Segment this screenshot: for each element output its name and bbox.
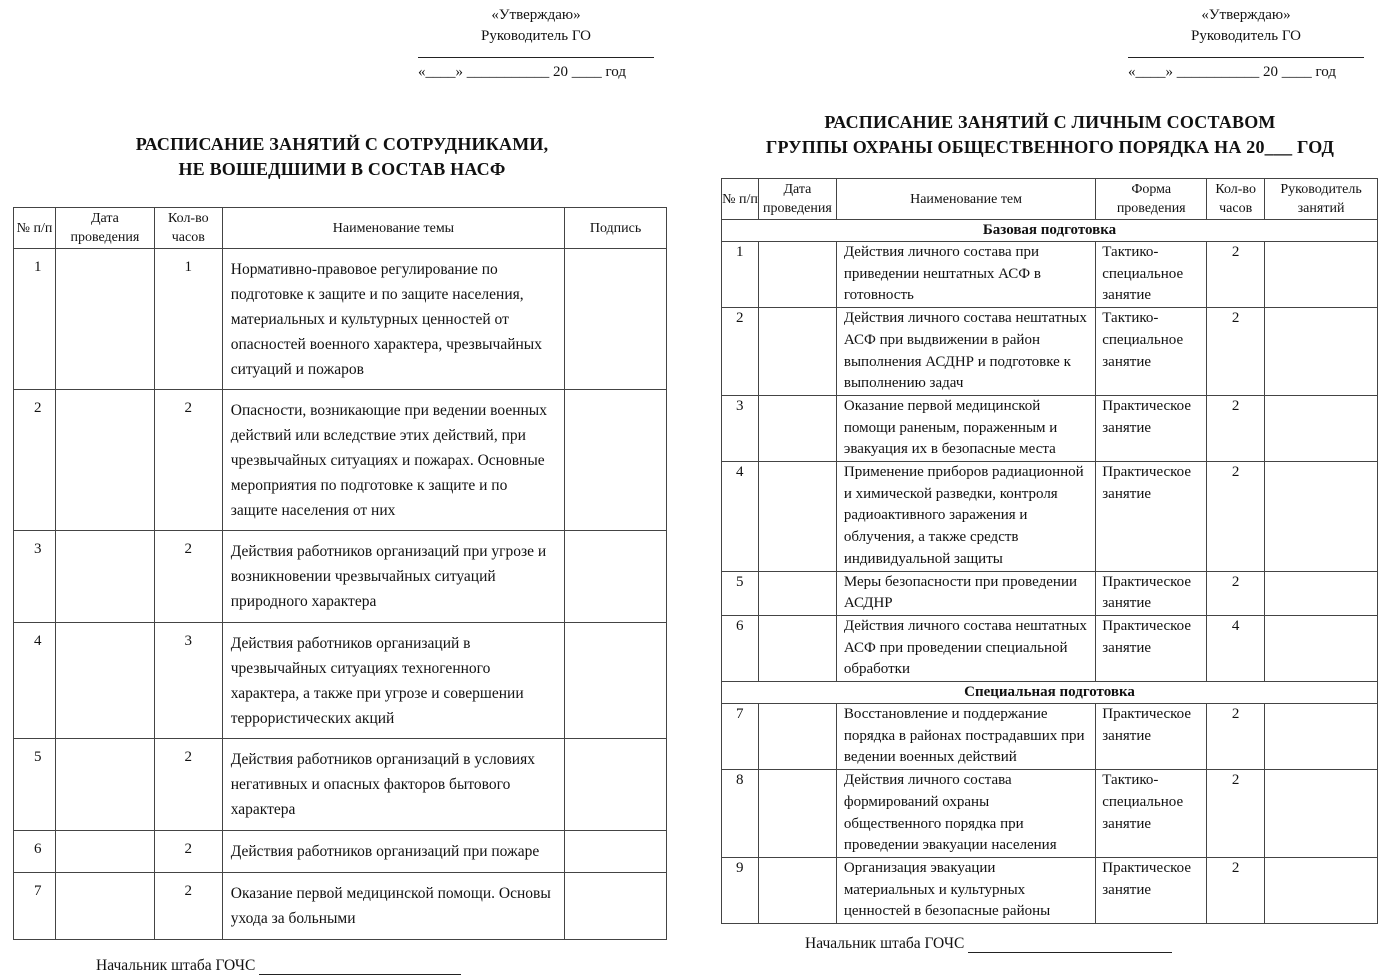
row-topic: Оказание первой медицинской помощи раненым, пораженным и эвакуация их в безопасные места (836, 395, 1095, 461)
row-hours: 2 (1207, 704, 1265, 770)
row-sign (565, 873, 667, 940)
approval-date: «____» ___________ 20 ____ год (418, 64, 626, 80)
row-hours: 2 (154, 739, 222, 831)
row-topic: Применение приборов радиационной и химической разведки, контроля радиоактивного заражения и облучения, а также средств индивидуальной защиты (836, 462, 1095, 572)
row-hours: 4 (1207, 615, 1265, 681)
header-topic: Наименование темы (222, 208, 564, 249)
row-topic: Нормативно-правовое регулирование по подготовке к защите и по защите населения, материальных и культурных ценностей от опасностей военного характера, чрезвычайных ситуаций и пожаров (222, 249, 564, 390)
row-num: 2 (722, 308, 759, 396)
table-row (722, 395, 1378, 461)
row-date (758, 857, 836, 923)
row-num: 7 (722, 704, 759, 770)
row-num: 3 (14, 531, 56, 623)
header-leader: Руководитель занятий (1265, 179, 1378, 220)
row-topic: Действия личного состава при приведении нештатных АСФ в готовность (836, 242, 1095, 308)
row-num: 6 (722, 615, 759, 681)
title-line-2: НЕ ВОШЕДШИМИ В СОСТАВ НАСФ (178, 159, 506, 179)
page-title (80, 132, 604, 182)
row-hours: 2 (1207, 242, 1265, 308)
header-sign: Подпись (565, 208, 667, 249)
table-row (722, 857, 1378, 923)
row-form: Практическое занятие (1096, 615, 1207, 681)
row-topic: Меры безопасности при проведении АСДНР (836, 571, 1095, 615)
table-row (722, 462, 1378, 572)
row-form: Практическое занятие (1096, 857, 1207, 923)
title-line-1: РАСПИСАНИЕ ЗАНЯТИЙ С ЛИЧНЫМ СОСТАВОМ (824, 112, 1276, 132)
schedule-table (721, 178, 1378, 924)
table-row (722, 308, 1378, 396)
table-row (722, 242, 1378, 308)
row-form: Тактико-специальное занятие (1096, 242, 1207, 308)
row-date (758, 571, 836, 615)
row-num: 5 (14, 739, 56, 831)
header-hours: Кол-во часов (154, 208, 222, 249)
row-form: Практическое занятие (1096, 571, 1207, 615)
table-header-row (14, 208, 667, 249)
page-title (720, 110, 1380, 160)
header-form: Форма проведения (1096, 179, 1207, 220)
row-topic: Действия работников организаций при угрозе и возникновении чрезвычайных ситуаций природного характера (222, 531, 564, 623)
signature-label: Начальник штаба ГОЧС (805, 935, 965, 952)
approval-role: Руководитель ГО (1191, 28, 1301, 44)
header-hours: Кол-во часов (1207, 179, 1265, 220)
table-row (14, 739, 667, 831)
row-sign (565, 739, 667, 831)
approval-signature-line (418, 47, 654, 58)
header-num: № п/п (722, 179, 759, 220)
row-topic: Действия работников организаций при пожаре (222, 831, 564, 873)
row-topic: Действия личного состава нештатных АСФ при проведении специальной обработки (836, 615, 1095, 681)
section-row (722, 682, 1378, 704)
row-topic: Организация эвакуации материальных и культурных ценностей в безопасные районы (836, 857, 1095, 923)
row-date (758, 395, 836, 461)
row-hours: 2 (154, 531, 222, 623)
signature-underline (968, 936, 1172, 953)
row-hours: 2 (1207, 308, 1265, 396)
table-row (14, 249, 667, 390)
row-num: 7 (14, 873, 56, 940)
header-date: Дата проведения (758, 179, 836, 220)
row-hours: 2 (154, 390, 222, 531)
approval-label: «Утверждаю» (491, 7, 581, 23)
row-leader (1265, 395, 1378, 461)
row-topic: Действия личного состава формирований охраны общественного порядка при проведении эвакуации населения (836, 770, 1095, 858)
approval-signature-line (1128, 47, 1364, 58)
schedule-table (13, 207, 667, 940)
row-date (55, 739, 154, 831)
row-num: 2 (14, 390, 56, 531)
header-date: Дата проведения (55, 208, 154, 249)
row-date (55, 623, 154, 739)
row-date (55, 249, 154, 390)
right-page (700, 0, 1400, 980)
section-title: Базовая подготовка (722, 220, 1378, 242)
row-topic: Оказание первой медицинской помощи. Основы ухода за больными (222, 873, 564, 940)
row-leader (1265, 462, 1378, 572)
approval-block (1128, 5, 1364, 83)
row-num: 3 (722, 395, 759, 461)
row-date (55, 873, 154, 940)
row-sign (565, 249, 667, 390)
title-line-1: РАСПИСАНИЕ ЗАНЯТИЙ С СОТРУДНИКАМИ, (135, 134, 549, 154)
row-leader (1265, 704, 1378, 770)
title-line-2: ГРУППЫ ОХРАНЫ ОБЩЕСТВЕННОГО ПОРЯДКА НА 20___ ГОД (765, 137, 1335, 157)
row-form: Практическое занятие (1096, 704, 1207, 770)
row-date (758, 462, 836, 572)
signature-underline (259, 958, 461, 975)
row-hours: 2 (1207, 571, 1265, 615)
row-topic: Опасности, возникающие при ведении военных действий или вследствие этих действий, при чрезвычайных ситуациях и пожарах. Основные мероприятия по подготовке к защите и по защите населения от них (222, 390, 564, 531)
row-topic: Действия работников организаций в условиях негативных и опасных факторов бытового характера (222, 739, 564, 831)
row-hours: 2 (1207, 857, 1265, 923)
row-num: 4 (14, 623, 56, 739)
row-date (758, 770, 836, 858)
table-row (14, 390, 667, 531)
row-num: 5 (722, 571, 759, 615)
row-num: 1 (722, 242, 759, 308)
table-row (722, 704, 1378, 770)
row-topic: Восстановление и поддержание порядка в районах пострадавших при ведении военных действий (836, 704, 1095, 770)
row-num: 1 (14, 249, 56, 390)
row-hours: 2 (1207, 395, 1265, 461)
row-hours: 2 (1207, 462, 1265, 572)
row-sign (565, 531, 667, 623)
row-form: Практическое занятие (1096, 395, 1207, 461)
row-hours: 2 (154, 873, 222, 940)
row-date (758, 242, 836, 308)
section-title: Специальная подготовка (722, 682, 1378, 704)
row-form: Тактико-специальное занятие (1096, 770, 1207, 858)
table-header-row (722, 179, 1378, 220)
approval-block (418, 5, 654, 83)
header-topic: Наименование тем (836, 179, 1095, 220)
approval-date: «____» ___________ 20 ____ год (1128, 64, 1336, 80)
row-leader (1265, 615, 1378, 681)
row-leader (1265, 770, 1378, 858)
table-row (722, 571, 1378, 615)
row-num: 4 (722, 462, 759, 572)
row-hours: 2 (1207, 770, 1265, 858)
row-date (758, 704, 836, 770)
row-date (55, 390, 154, 531)
row-leader (1265, 242, 1378, 308)
row-topic: Действия работников организаций в чрезвычайных ситуациях техногенного характера, а также при угрозе и совершении террористических акций (222, 623, 564, 739)
row-date (55, 831, 154, 873)
signature-line (805, 935, 1172, 953)
row-sign (565, 390, 667, 531)
row-hours: 2 (154, 831, 222, 873)
table-row (722, 615, 1378, 681)
approval-label: «Утверждаю» (1201, 7, 1291, 23)
row-num: 6 (14, 831, 56, 873)
signature-line (96, 957, 461, 975)
row-leader (1265, 857, 1378, 923)
row-date (758, 615, 836, 681)
table-row (14, 531, 667, 623)
row-form: Тактико-специальное занятие (1096, 308, 1207, 396)
row-leader (1265, 308, 1378, 396)
row-topic: Действия личного состава нештатных АСФ при выдвижении в район выполнения АСДНР и подготовке к выполнению задач (836, 308, 1095, 396)
row-date (55, 531, 154, 623)
row-hours: 3 (154, 623, 222, 739)
row-sign (565, 831, 667, 873)
row-form: Практическое занятие (1096, 462, 1207, 572)
row-hours: 1 (154, 249, 222, 390)
approval-role: Руководитель ГО (481, 28, 591, 44)
row-sign (565, 623, 667, 739)
row-num: 8 (722, 770, 759, 858)
header-num: № п/п (14, 208, 56, 249)
section-row (722, 220, 1378, 242)
table-row (14, 623, 667, 739)
row-date (758, 308, 836, 396)
table-row (722, 770, 1378, 858)
table-row (14, 873, 667, 940)
row-leader (1265, 571, 1378, 615)
table-row (14, 831, 667, 873)
signature-label: Начальник штаба ГОЧС (96, 957, 256, 974)
row-num: 9 (722, 857, 759, 923)
left-page (0, 0, 690, 980)
